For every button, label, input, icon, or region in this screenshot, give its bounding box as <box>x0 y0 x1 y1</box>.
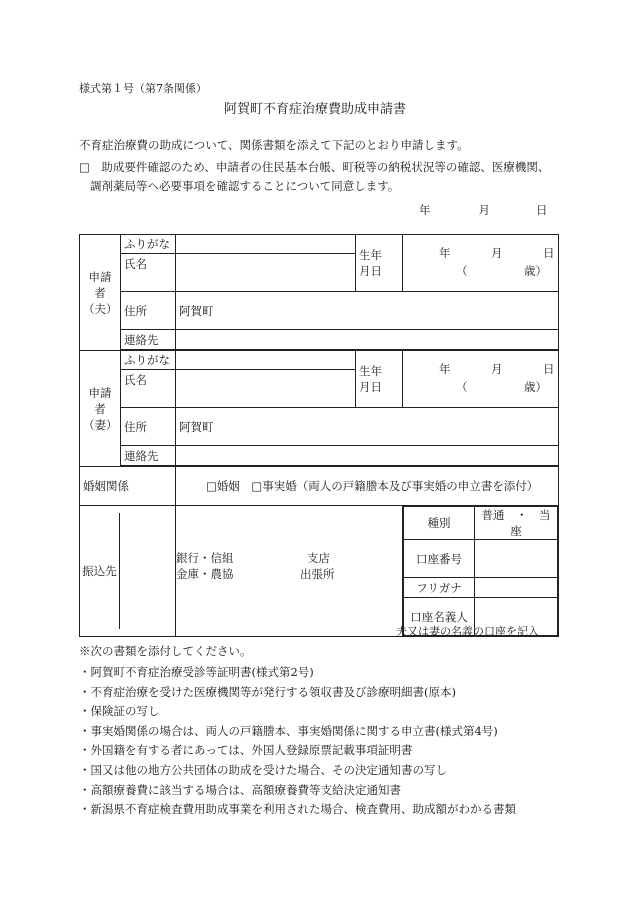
form-number: 様式第１号（第7条関係） <box>79 82 207 95</box>
branch-type-1: 支店 <box>307 551 330 565</box>
account-holder-label: 口座名義人 <box>404 598 475 636</box>
wife-birthdate-field[interactable]: 年 月 日 （ 歳） <box>403 351 559 408</box>
bank-details <box>403 506 559 637</box>
application-date <box>419 202 548 218</box>
account-number-label: 口座番号 <box>404 540 475 578</box>
attachment-item: ・外国籍を有する者にあっては、外国人登録原票記載事項証明書 <box>79 743 413 758</box>
wife-section-label: 申請者 （妻） <box>80 351 121 467</box>
wife-contact-input[interactable] <box>176 446 559 466</box>
husband-birthdate-label: 生年 月日 <box>356 235 403 292</box>
attachment-item: ・国又は他の地方公共団体の助成を受けた場合、その決定通知書の写し <box>79 762 447 777</box>
consent-checkbox-line[interactable]: □ 助成要件確認のため、申請者の住民基本台帳、町税等の納税状況等の確認、医療機関、 <box>79 160 550 174</box>
bank-account-note: 夫又は妻の名義の口座を記入 <box>396 625 539 638</box>
wife-address-label: 住所 <box>121 408 176 446</box>
account-type-options[interactable]: 普通 ・ 当座 <box>475 507 558 540</box>
attachment-item: ・不育症治療を受けた医療機関等が発行する領収書及び診療明細書(原本) <box>79 684 456 699</box>
attachment-item: ・高額療養費に該当する場合は、高額療養費等支給決定通知書 <box>79 782 401 797</box>
attachment-item: ・事実婚関係の場合は、両人の戸籍謄本、事実婚関係に関する申立書(様式第4号) <box>79 723 498 738</box>
husband-name-label: 氏名 <box>121 254 176 292</box>
wife-contact-label: 連絡先 <box>121 446 176 466</box>
bank-institution-field[interactable] <box>176 506 403 637</box>
wife-name-label: 氏名 <box>121 370 176 408</box>
branch-type-2: 出張所 <box>300 567 335 581</box>
date-day: 日 <box>536 203 548 217</box>
bank-label: 振込先 <box>80 513 120 629</box>
bank-type-2: 金庫・農協 <box>176 567 234 581</box>
wife-address-field[interactable]: 阿賀町 <box>176 408 559 446</box>
attachment-item: ・新潟県不育症検査費用助成事業を利用された場合、検査費用、助成額がわかる書類 <box>79 802 516 817</box>
wife-birthdate-label: 生年 月日 <box>356 351 403 408</box>
marriage-options[interactable]: □婚姻 □事実婚（両人の戸籍謄本及び事実婚の申立書を添付） <box>176 467 559 506</box>
husband-name-input[interactable] <box>176 254 356 292</box>
application-form-table <box>79 234 559 637</box>
husband-furigana-label: ふりがな <box>121 235 176 254</box>
husband-address-field[interactable]: 阿賀町 <box>176 292 559 330</box>
husband-address-label: 住所 <box>121 292 176 330</box>
attachment-item: ・阿賀町不育症治療受診等証明書(様式第2号) <box>79 665 314 679</box>
kana-label: フリガナ <box>404 578 475 598</box>
date-year: 年 <box>419 203 431 217</box>
attachments-list <box>79 664 516 821</box>
kana-input[interactable] <box>475 578 558 598</box>
intro-text: 不育症治療費の助成について、関係書類を添えて下記のとおり申請します。 <box>79 138 469 152</box>
marriage-label: 婚姻関係 <box>80 467 176 506</box>
husband-furigana-input[interactable] <box>176 235 356 254</box>
bank-type-1: 銀行・信組 <box>176 551 234 565</box>
consent-text-line: 調剤薬局等へ必要事項を確認することについて同意します。 <box>90 179 400 193</box>
account-number-input[interactable] <box>475 540 558 578</box>
wife-furigana-input[interactable] <box>176 351 356 370</box>
attachments-heading: ※次の書類を添付してください。 <box>79 644 252 658</box>
wife-name-input[interactable] <box>176 370 356 408</box>
husband-contact-label: 連絡先 <box>121 330 176 350</box>
husband-contact-input[interactable] <box>176 330 559 350</box>
wife-furigana-label: ふりがな <box>121 351 176 370</box>
husband-section-label: 申請者 （夫） <box>80 235 121 351</box>
date-month: 月 <box>478 203 490 217</box>
husband-birthdate-field[interactable]: 年 月 日 （ 歳） <box>403 235 559 292</box>
attachment-item: ・保険証の写し <box>79 704 160 719</box>
document-title: 阿賀町不育症治療費助成申請書 <box>223 102 406 117</box>
bank-section <box>80 506 176 637</box>
account-type-label: 種別 <box>404 507 475 540</box>
